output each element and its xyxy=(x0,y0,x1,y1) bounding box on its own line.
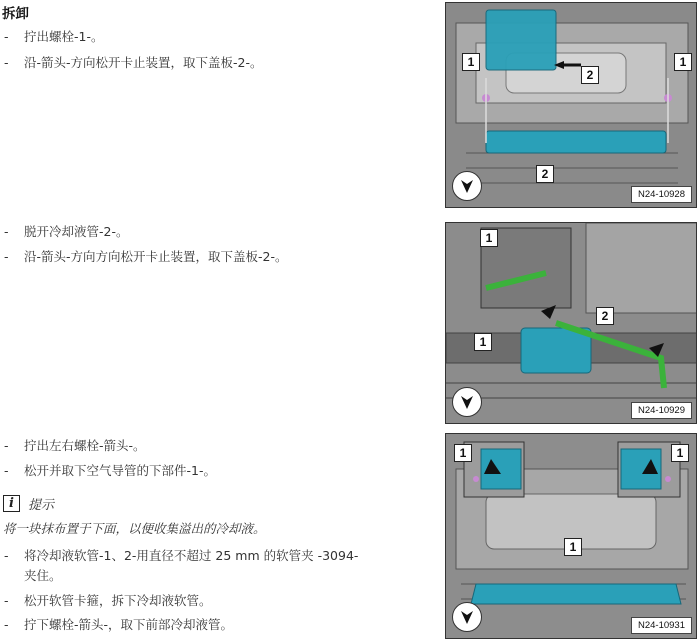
step-text: 将冷却液软管-1、2-用直径不超过 25 mm 的软管夹 -3094- xyxy=(24,548,359,563)
info-icon: i xyxy=(3,495,20,512)
step-item: - 将冷却液软管-1、2-用直径不超过 25 mm 的软管夹 -3094- xyxy=(4,548,359,563)
step-text: 沿-箭头-方向松开卡止装置，取下盖板-2-。 xyxy=(24,55,263,70)
callout-2: 2 xyxy=(581,66,599,84)
step-item: - 松开并取下空气导管的下部件-1-。 xyxy=(4,463,216,478)
engine-illustration xyxy=(446,434,697,639)
engine-illustration xyxy=(446,223,697,424)
callout-2: 2 xyxy=(536,165,554,183)
step-item: - 沿-箭头-方向松开卡止装置，取下盖板-2-。 xyxy=(4,55,263,70)
figure-engine-cover xyxy=(445,2,697,208)
figure-air-duct xyxy=(445,433,697,639)
callout-1: 1 xyxy=(480,229,498,247)
step-text: 脱开冷却液管-2-。 xyxy=(24,224,129,239)
callout-1: 1 xyxy=(674,53,692,71)
step-text: 拧出左右螺栓-箭头-。 xyxy=(24,438,146,453)
callout-2: 2 xyxy=(596,307,614,325)
callout-1: 1 xyxy=(564,538,582,556)
callout-1: 1 xyxy=(454,444,472,462)
step-item: - 松开软管卡箍，拆下冷却液软管。 xyxy=(4,593,212,608)
figure-id: N24-10928 xyxy=(631,186,692,203)
step-item: - 拧出螺栓-1-。 xyxy=(4,29,104,44)
figure-id: N24-10929 xyxy=(631,402,692,419)
view-direction-arrow-icon xyxy=(452,602,482,632)
section-heading: 拆卸 xyxy=(2,6,29,22)
note-text: 将一块抹布置于下面，以便收集溢出的冷却液。 xyxy=(3,521,266,536)
figure-id: N24-10931 xyxy=(631,617,692,634)
callout-1: 1 xyxy=(671,444,689,462)
step-item: - 拧出左右螺栓-箭头-。 xyxy=(4,438,146,453)
step-text: 拧出螺栓-1-。 xyxy=(24,29,104,44)
note-title: 提示 xyxy=(28,497,55,513)
engine-illustration xyxy=(446,3,697,208)
step-item: - 脱开冷却液管-2-。 xyxy=(4,224,129,239)
view-direction-arrow-icon xyxy=(452,171,482,201)
step-item-continued xyxy=(4,566,62,584)
view-direction-arrow-icon xyxy=(452,387,482,417)
callout-1: 1 xyxy=(474,333,492,351)
step-item: - 沿-箭头-方向方向松开卡止装置，取下盖板-2-。 xyxy=(4,249,288,264)
step-item: - 拧下螺栓-箭头-，取下前部冷却液管。 xyxy=(4,617,234,632)
figure-coolant-pipe xyxy=(445,222,697,424)
step-text: 夹住。 xyxy=(24,568,62,583)
step-text: 松开并取下空气导管的下部件-1-。 xyxy=(24,463,216,478)
note-header xyxy=(3,493,54,513)
step-text: 松开软管卡箍，拆下冷却液软管。 xyxy=(24,593,212,608)
step-text: 沿-箭头-方向方向松开卡止装置，取下盖板-2-。 xyxy=(24,249,288,264)
step-text: 拧下螺栓-箭头-，取下前部冷却液管。 xyxy=(24,617,234,632)
callout-1: 1 xyxy=(462,53,480,71)
